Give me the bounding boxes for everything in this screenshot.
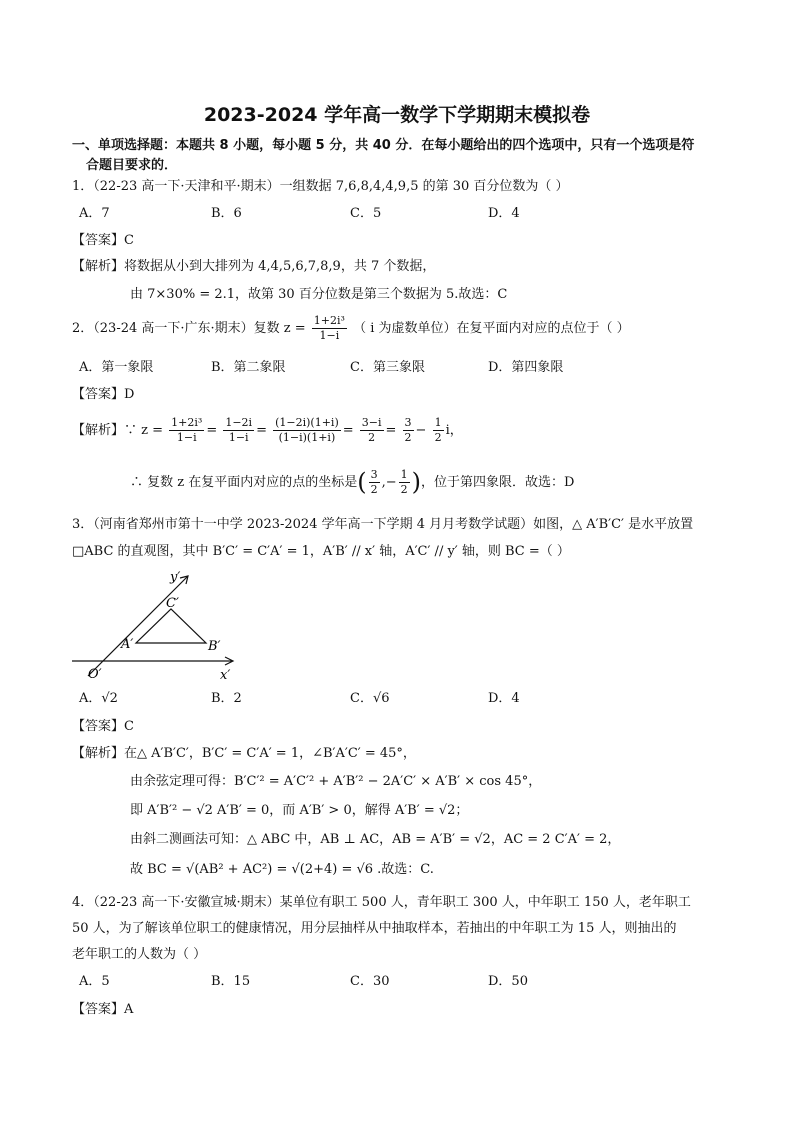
q2-point-y: $\frac{1}{2}$ [400,468,408,496]
q1-option-d: D．4 [488,206,520,221]
q2-stem-post: （ i 为虚数单位）在复平面内对应的点位于（ ） [353,321,630,336]
label-x-prime: x′ [220,668,231,683]
q3-option-c: C．√6 [350,691,390,706]
q2-tail: i， [445,423,463,438]
triangle-abc-prime [136,609,206,643]
q2-answer: 【答案】D [72,387,135,402]
q4-option-d: D．50 [488,974,528,989]
q1-option-b: B．6 [211,206,242,221]
label-a-prime: A′ [121,637,134,652]
q2-analysis-equation: 【解析】∵ z = $\frac{\text{1+2i³}}{1-i}$ = $\frac{1-2i}{1-i}$ = $\frac{(1-2i)(1+i)}{(1-i)(1+i)}$ = $\frac{3-i}{2}$ = $\frac{3}{2}$ − $\frac{1}{2}$ i， [72,416,463,444]
label-c-prime: C′ [166,596,179,611]
q2-fraction-3: $\frac{(1-2i)(1+i)}{(1-i)(1+i)}$ [275,416,339,444]
q3-option-d: D．4 [488,691,520,706]
section-heading-cont: 合题目要求的． [86,158,178,173]
q3-option-b: B．2 [211,691,242,706]
q3-answer: 【答案】C [72,719,134,734]
q3-analysis-line3: 即 A′B′² − √2 A′B′ = 0，而 A′B′ > 0，解得 A′B′ = √2； [130,803,469,818]
q3-stem-line2: □ABC 的直观图，其中 B′C′ = C′A′ = 1，A′B′ // x′ 轴，A′C′ // y′ 轴，则 BC =（ ） [72,544,570,559]
q2-option-b: B．第二象限 [211,360,286,375]
q1-analysis-line2: 由 7×30% = 2.1，故第 30 百分位数是第三个数据为 5.故选：C [130,287,508,302]
q4-option-c: C．30 [350,974,390,989]
q1-answer: 【答案】C [72,233,134,248]
q2-stem [72,314,630,343]
q2-analysis-label: 【解析】∵ z = [72,423,164,438]
q2-fraction-6: $\frac{1}{2}$ [434,416,442,444]
q2-fraction-4: $\frac{3-i}{2}$ [361,416,382,444]
q2-stem-fraction: $\frac{\text{1+2i³}}{1-i}$ [313,314,345,342]
q1-stem: 1．（22-23 高一下·天津和平·期末）一组数据 7,6,8,4,4,9,5 的第 30 百分位数为（ ） [72,179,569,194]
q2-fraction-1: $\frac{\text{1+2i³}}{1-i}$ [171,416,203,444]
q3-analysis-line2: 由余弦定理可得：B′C′² = A′C′² + A′B′² − 2A′C′ × A′B′ × cos 45°， [130,774,542,789]
q1-option-c: C．5 [350,206,382,221]
q4-stem-line2: 50 人，为了解该单位职工的健康情况，用分层抽样从中抽取样本，若抽出的中年职工为 15 人，则抽出的 [72,921,677,936]
q2-conclusion-pre: ∴ 复数 z 在复平面内对应的点的坐标是 [130,475,358,490]
label-b-prime: B′ [208,639,221,654]
q3-stem-line1: 3．（河南省郑州市第十一中学 2023-2024 学年高一下学期 4 月月考数学试题）如图，△ A′B′C′ 是水平放置 [72,517,694,532]
q1-analysis-line1: 【解析】将数据从小到大排列为 4,4,5,6,7,8,9，共 7 个数据， [72,259,436,274]
q4-stem-line3: 老年职工的人数为（ ） [72,947,207,962]
label-o-prime: O′ [88,667,102,682]
q3-analysis-line4: 由斜二测画法可知：△ ABC 中，AB ⊥ AC，AB = A′B′ = √2，AC = 2 C′A′ = 2， [130,832,621,847]
q4-stem-line1: 4．（22-23 高一下·安徽宣城·期末）某单位有职工 500 人，青年职工 300 人，中年职工 150 人，老年职工 [72,895,691,910]
section-heading: 一、单项选择题：本题共 8 小题，每小题 5 分，共 40 分．在每小题给出的四个选项中，只有一个选项是符 [72,138,695,153]
q2-option-c: C．第三象限 [350,360,425,375]
q4-answer: 【答案】A [72,1002,134,1017]
q2-point-x: $\frac{3}{2}$ [370,468,378,496]
q2-conclusion: ∴ 复数 z 在复平面内对应的点的坐标是( $\frac{3}{2}$ ,− $\frac{1}{2}$ )，位于第四象限．故选：D [130,468,575,497]
q2-stem-pre: 2．（23-24 高一下·广东·期末）复数 z = [72,321,306,336]
q3-option-a: A．√2 [79,691,118,706]
label-y-prime: y′ [170,570,181,585]
page-title: 2023-2024 学年高一数学下学期期末模拟卷 [203,104,591,126]
q4-option-b: B．15 [211,974,251,989]
q2-fraction-2: $\frac{1-2i}{1-i}$ [225,416,253,444]
q3-analysis-line5: 故 BC = √(AB² + AC²) = √(2+4) = √6 .故选：C. [130,862,434,877]
q1-option-a: A．7 [79,206,110,221]
q2-conclusion-post: ，位于第四象限．故选：D [421,475,575,490]
q3-analysis-line1: 【解析】在△ A′B′C′，B′C′ = C′A′ = 1，∠B′A′C′ = 45°， [72,746,416,761]
q2-fraction-5: $\frac{3}{2}$ [404,416,412,444]
q3-diagram [72,568,242,684]
q4-option-a: A．5 [79,974,110,989]
q2-option-d: D．第四象限 [488,360,564,375]
q2-option-a: A．第一象限 [79,360,154,375]
